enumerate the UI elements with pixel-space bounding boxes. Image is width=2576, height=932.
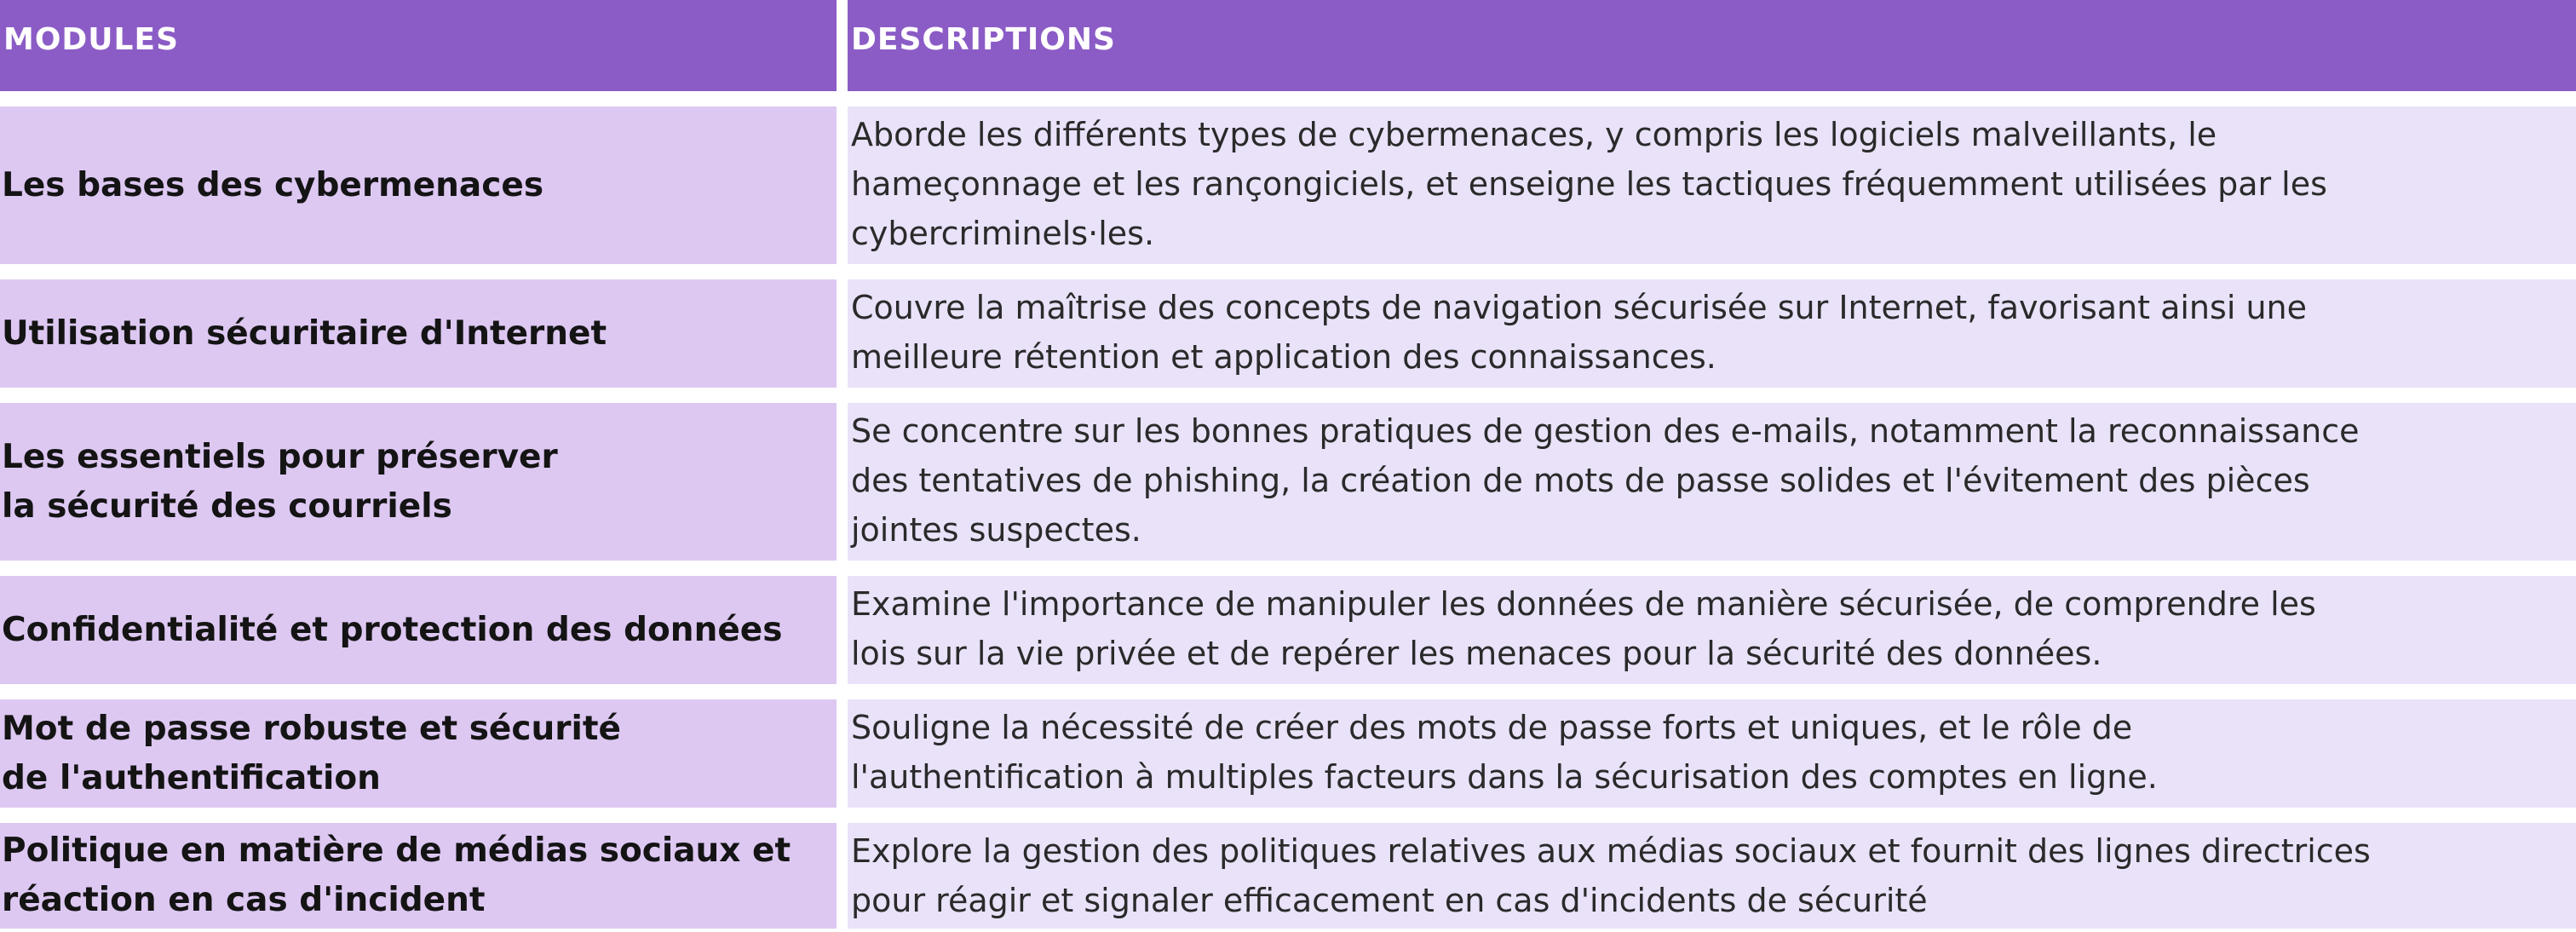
- module-name: Politique en matière de médias sociaux et: [2, 831, 791, 870]
- module-name: Mot de passe robuste et sécurité: [2, 709, 621, 748]
- description-text: l'authentification à multiples facteurs dans la sécurisation des comptes en ligne.: [851, 758, 2158, 796]
- descriptions-column-header: [848, 0, 2576, 91]
- description-text: lois sur la vie privée et de repérer les menaces pour la sécurité des données.: [851, 635, 2102, 672]
- description-text: jointes suspectes.: [851, 511, 1141, 549]
- table-row: [0, 823, 2576, 929]
- description-cell: [848, 576, 2576, 684]
- description-text: Souligne la nécessité de créer des mots de passe forts et uniques, et le rôle de: [851, 709, 2133, 746]
- module-name: réaction en cas d'incident: [2, 881, 486, 919]
- description-text: Couvre la maîtrise des concepts de navigation sécurisée sur Internet, favorisant ainsi une: [851, 289, 2307, 326]
- description-text: meilleure rétention et application des connaissances.: [851, 338, 1716, 376]
- description-text: pour réagir et signaler efficacement en cas d'incidents de sécurité: [851, 882, 1928, 919]
- table-header-row: [0, 0, 2576, 91]
- module-cell: [0, 823, 837, 929]
- description-cell: [848, 823, 2576, 929]
- description-cell: [848, 106, 2576, 264]
- modules-header-label: MODULES: [3, 22, 180, 57]
- table-row: [0, 403, 2576, 561]
- description-cell: [848, 279, 2576, 388]
- description-text: Aborde les différents types de cybermenaces, y compris les logiciels malveillants, le: [851, 116, 2217, 153]
- module-cell: [0, 279, 837, 388]
- descriptions-header-label: DESCRIPTIONS: [851, 22, 1116, 57]
- table-row: [0, 699, 2576, 808]
- description-text: Se concentre sur les bonnes pratiques de gestion des e-mails, notamment la reconnaissance: [851, 412, 2360, 450]
- modules-column-header: [0, 0, 837, 91]
- module-name: Les essentiels pour préserver: [2, 437, 558, 476]
- table-row: [0, 106, 2576, 264]
- table-row: [0, 279, 2576, 388]
- module-name: Les bases des cybermenaces: [2, 165, 544, 204]
- table-row: [0, 576, 2576, 684]
- description-text: Explore la gestion des politiques relatives aux médias sociaux et fournit des lignes directrices: [851, 832, 2371, 870]
- description-cell: [848, 699, 2576, 808]
- module-cell: [0, 106, 837, 264]
- module-cell: [0, 576, 837, 684]
- module-cell: [0, 403, 837, 561]
- module-name: Confidentialité et protection des données: [2, 610, 783, 649]
- module-name: la sécurité des courriels: [2, 486, 452, 526]
- description-text: hameçonnage et les rançongiciels, et enseigne les tactiques fréquemment utilisées par les: [851, 165, 2327, 203]
- module-name: de l'authentification: [2, 758, 381, 797]
- description-text: Examine l'importance de manipuler les données de manière sécurisée, de comprendre les: [851, 585, 2316, 623]
- module-name: Utilisation sécuritaire d'Internet: [2, 314, 607, 353]
- description-text: cybercriminels·les.: [851, 215, 1155, 252]
- description-cell: [848, 403, 2576, 561]
- module-cell: [0, 699, 837, 808]
- description-text: des tentatives de phishing, la création de mots de passe solides et l'évitement des pièces: [851, 462, 2310, 499]
